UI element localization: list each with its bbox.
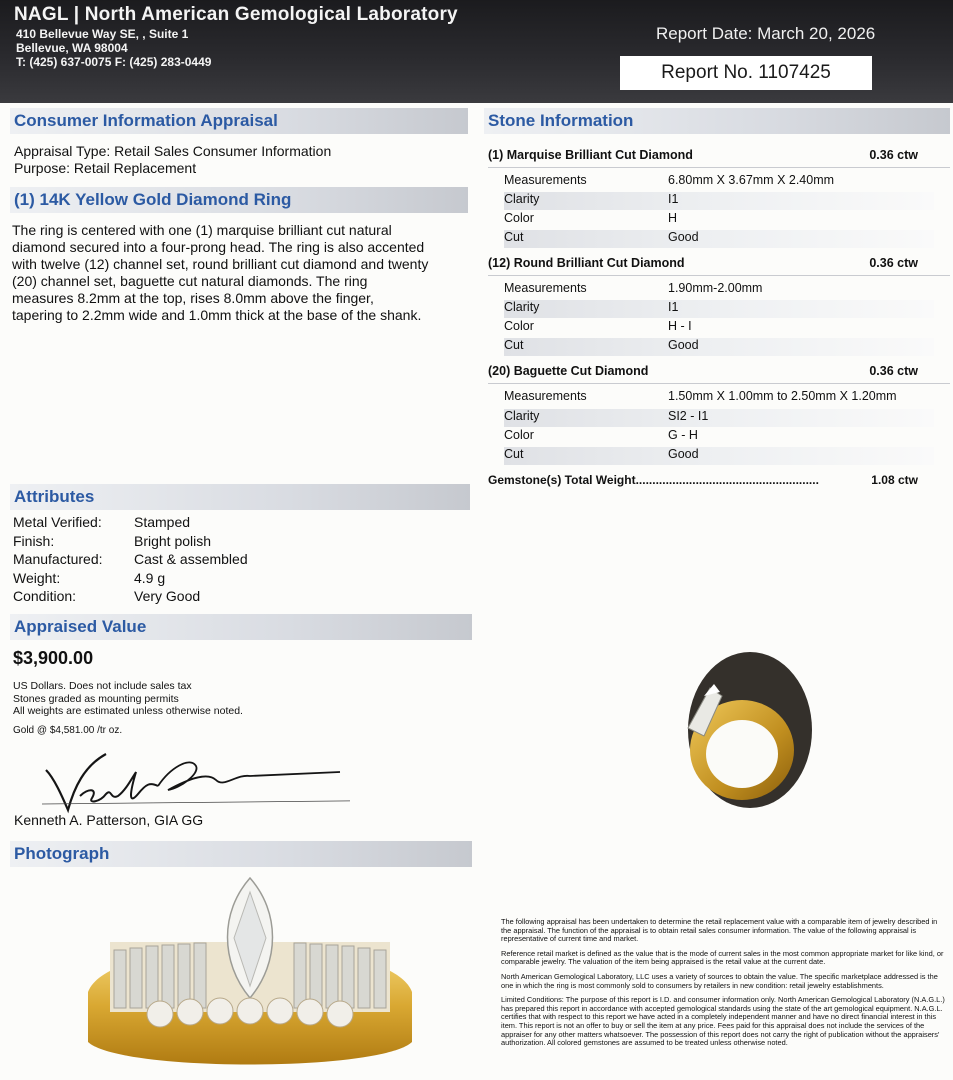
attribute-value: 4.9 g [134, 570, 166, 586]
disclaimer-paragraph: Limited Conditions: The purpose of this report is I.D. and consumer information only. North American Gemological Laboratory (N.A.G.L.) has prepared this report in accordance with accepted gemological standards using the state of the art gemological equipment. N.A.G.L. certifies that with respect to this report we have acted in a completely independent manner and have no direct financial interest in this item. This report is not an offer to buy or sell the item at any price. Fees paid for this appraisal does not include the services of the appraiser for any other matters whatsoever. The possession of this report does not carry the right of publication without the appraisers' authorization. All colored gemstones are assumed to be treated unless otherwise noted. [501, 995, 945, 1048]
stone-key: Clarity [504, 300, 540, 314]
stone-row [504, 319, 934, 337]
appraised-value-title: Appraised Value [10, 614, 472, 640]
report-date: Report Date: March 20, 2026 [656, 24, 876, 43]
divider [488, 167, 950, 168]
attributes-title: Attributes [10, 484, 470, 510]
total-weight-row [488, 473, 918, 487]
stone-row [504, 281, 934, 299]
signer-name: Kenneth A. Patterson, GIA GG [14, 812, 204, 828]
org-address [16, 27, 211, 69]
photograph-title: Photograph [10, 841, 472, 867]
stone-value: I1 [668, 300, 679, 314]
stone-value: G - H [668, 428, 698, 442]
stone-key: Clarity [504, 409, 540, 423]
value-note-3: All weights are estimated unless otherwise noted. [13, 705, 243, 717]
attribute-row [13, 533, 413, 551]
gold-price: Gold @ $4,581.00 /tr oz. [13, 725, 123, 736]
stone-key: Color [504, 428, 534, 442]
address-line-1: 410 Bellevue Way SE, , Suite 1 [16, 27, 189, 41]
divider [488, 383, 950, 384]
stone-group-name: (20) Baguette Cut Diamond [488, 364, 649, 378]
disclaimer-paragraph: Reference retail market is defined as the value that is the mode of current sales in the most common appropriate market for like kind, or comparable jewelry. The valuation of the item being appraised is the retail value at the current date. [501, 948, 944, 967]
ring-photo-icon [80, 872, 420, 1080]
consumer-section-title: Consumer Information Appraisal [10, 108, 468, 134]
stone-row [504, 211, 934, 229]
disclaimer-paragraph: The following appraisal has been undertaken to determine the retail replacement value with a comparable item of jewelry described in the appraisal. The function of the appraisal is to obtain retail sales consumer information. The value of the following appraisal is representative of current time and market. [501, 917, 938, 944]
stone-row [504, 300, 934, 318]
total-weight-label: Gemstone(s) Total Weight....................................................... [488, 473, 819, 487]
total-weight-value: 1.08 ctw [871, 473, 918, 487]
attribute-row [13, 570, 413, 588]
stone-key: Color [504, 211, 534, 225]
attribute-row [13, 588, 413, 606]
org-name: NAGL | North American Gemological Laboratory [14, 4, 458, 25]
stone-row [504, 389, 934, 407]
desc-line: measures 8.2mm at the top, rises 8.0mm above the finger, [12, 290, 374, 306]
disclaimer [501, 918, 949, 1054]
stone-group-name: (1) Marquise Brilliant Cut Diamond [488, 148, 693, 162]
stone-value: 1.50mm X 1.00mm to 2.50mm X 1.20mm [668, 389, 897, 403]
stone-value: Good [668, 338, 699, 352]
attribute-value: Cast & assembled [134, 551, 248, 567]
stone-row [504, 447, 934, 465]
disclaimer-paragraph: North American Gemological Laboratory, LLC uses a variety of sources to obtain the value. The specific marketplace addressed is the one in which the ring is most commonly sold to consumers by retailers in new condition: retail jewelry establishments. [501, 971, 938, 990]
stone-value: Good [668, 230, 699, 244]
attribute-row [13, 551, 413, 569]
value-note-1: US Dollars. Does not include sales tax [13, 680, 192, 692]
stone-group-ctw: 0.36 ctw [869, 148, 918, 162]
attribute-value: Stamped [134, 514, 191, 530]
stone-row [504, 230, 934, 248]
stone-row [504, 192, 934, 210]
stone-value: I1 [668, 192, 679, 206]
desc-line: with twelve (12) channel set, round brilliant cut diamond and twenty [12, 256, 429, 272]
stone-value: 1.90mm-2.00mm [668, 281, 763, 295]
stone-row [504, 173, 934, 191]
stone-key: Measurements [504, 281, 587, 295]
desc-line: The ring is centered with one (1) marquise brilliant cut natural [12, 222, 392, 238]
appraisal-type: Appraisal Type: Retail Sales Consumer Information [14, 143, 332, 159]
stone-section-title: Stone Information [484, 108, 950, 134]
report-number: Report No. 1107425 [620, 56, 872, 90]
stone-key: Cut [504, 230, 524, 244]
desc-line: (20) channel set, baguette cut natural diamonds. The ring [12, 273, 368, 289]
stone-group-ctw: 0.36 ctw [869, 364, 918, 378]
attribute-key: Metal Verified: [13, 514, 102, 530]
value-note-2: Stones graded as mounting permits [13, 693, 179, 705]
desc-line: tapering to 2.2mm wide and 1.0mm thick at the base of the shank. [12, 307, 422, 323]
stone-group-ctw: 0.36 ctw [869, 256, 918, 270]
attribute-row [13, 514, 413, 532]
stone-value: H - I [668, 319, 692, 333]
stone-key: Measurements [504, 389, 587, 403]
stone-group-header [488, 148, 918, 162]
attribute-key: Weight: [13, 570, 61, 586]
divider [488, 275, 950, 276]
stone-key: Cut [504, 338, 524, 352]
attribute-key: Condition: [13, 588, 77, 604]
report-header [0, 0, 953, 103]
appraised-amount: $3,900.00 [13, 648, 94, 668]
item-title: (1) 14K Yellow Gold Diamond Ring [10, 187, 468, 213]
attribute-key: Manufactured: [13, 551, 103, 567]
stone-value: 6.80mm X 3.67mm X 2.40mm [668, 173, 835, 187]
stone-row [504, 428, 934, 446]
stone-key: Measurements [504, 173, 587, 187]
address-line-2: Bellevue, WA 98004 [16, 41, 128, 55]
attribute-key: Finish: [13, 533, 55, 549]
stone-key: Clarity [504, 192, 540, 206]
attribute-value: Very Good [134, 588, 201, 604]
stone-value: Good [668, 447, 699, 461]
stone-group-header [488, 364, 918, 378]
stone-row [504, 409, 934, 427]
item-description [12, 222, 428, 324]
stone-value: H [668, 211, 678, 225]
stone-key: Cut [504, 447, 524, 461]
stone-key: Color [504, 319, 534, 333]
stone-group-header [488, 256, 918, 270]
attribute-value: Bright polish [134, 533, 212, 549]
stone-value: SI2 - I1 [668, 409, 709, 423]
stone-group-name: (12) Round Brilliant Cut Diamond [488, 256, 685, 270]
stone-row [504, 338, 934, 356]
ring-side-photo-icon [670, 640, 820, 810]
appraisal-purpose: Purpose: Retail Replacement [14, 160, 197, 176]
desc-line: diamond secured into a four-prong head. The ring is also accented [12, 239, 425, 255]
phone-line: T: (425) 637-0075 F: (425) 283-0449 [16, 55, 212, 69]
